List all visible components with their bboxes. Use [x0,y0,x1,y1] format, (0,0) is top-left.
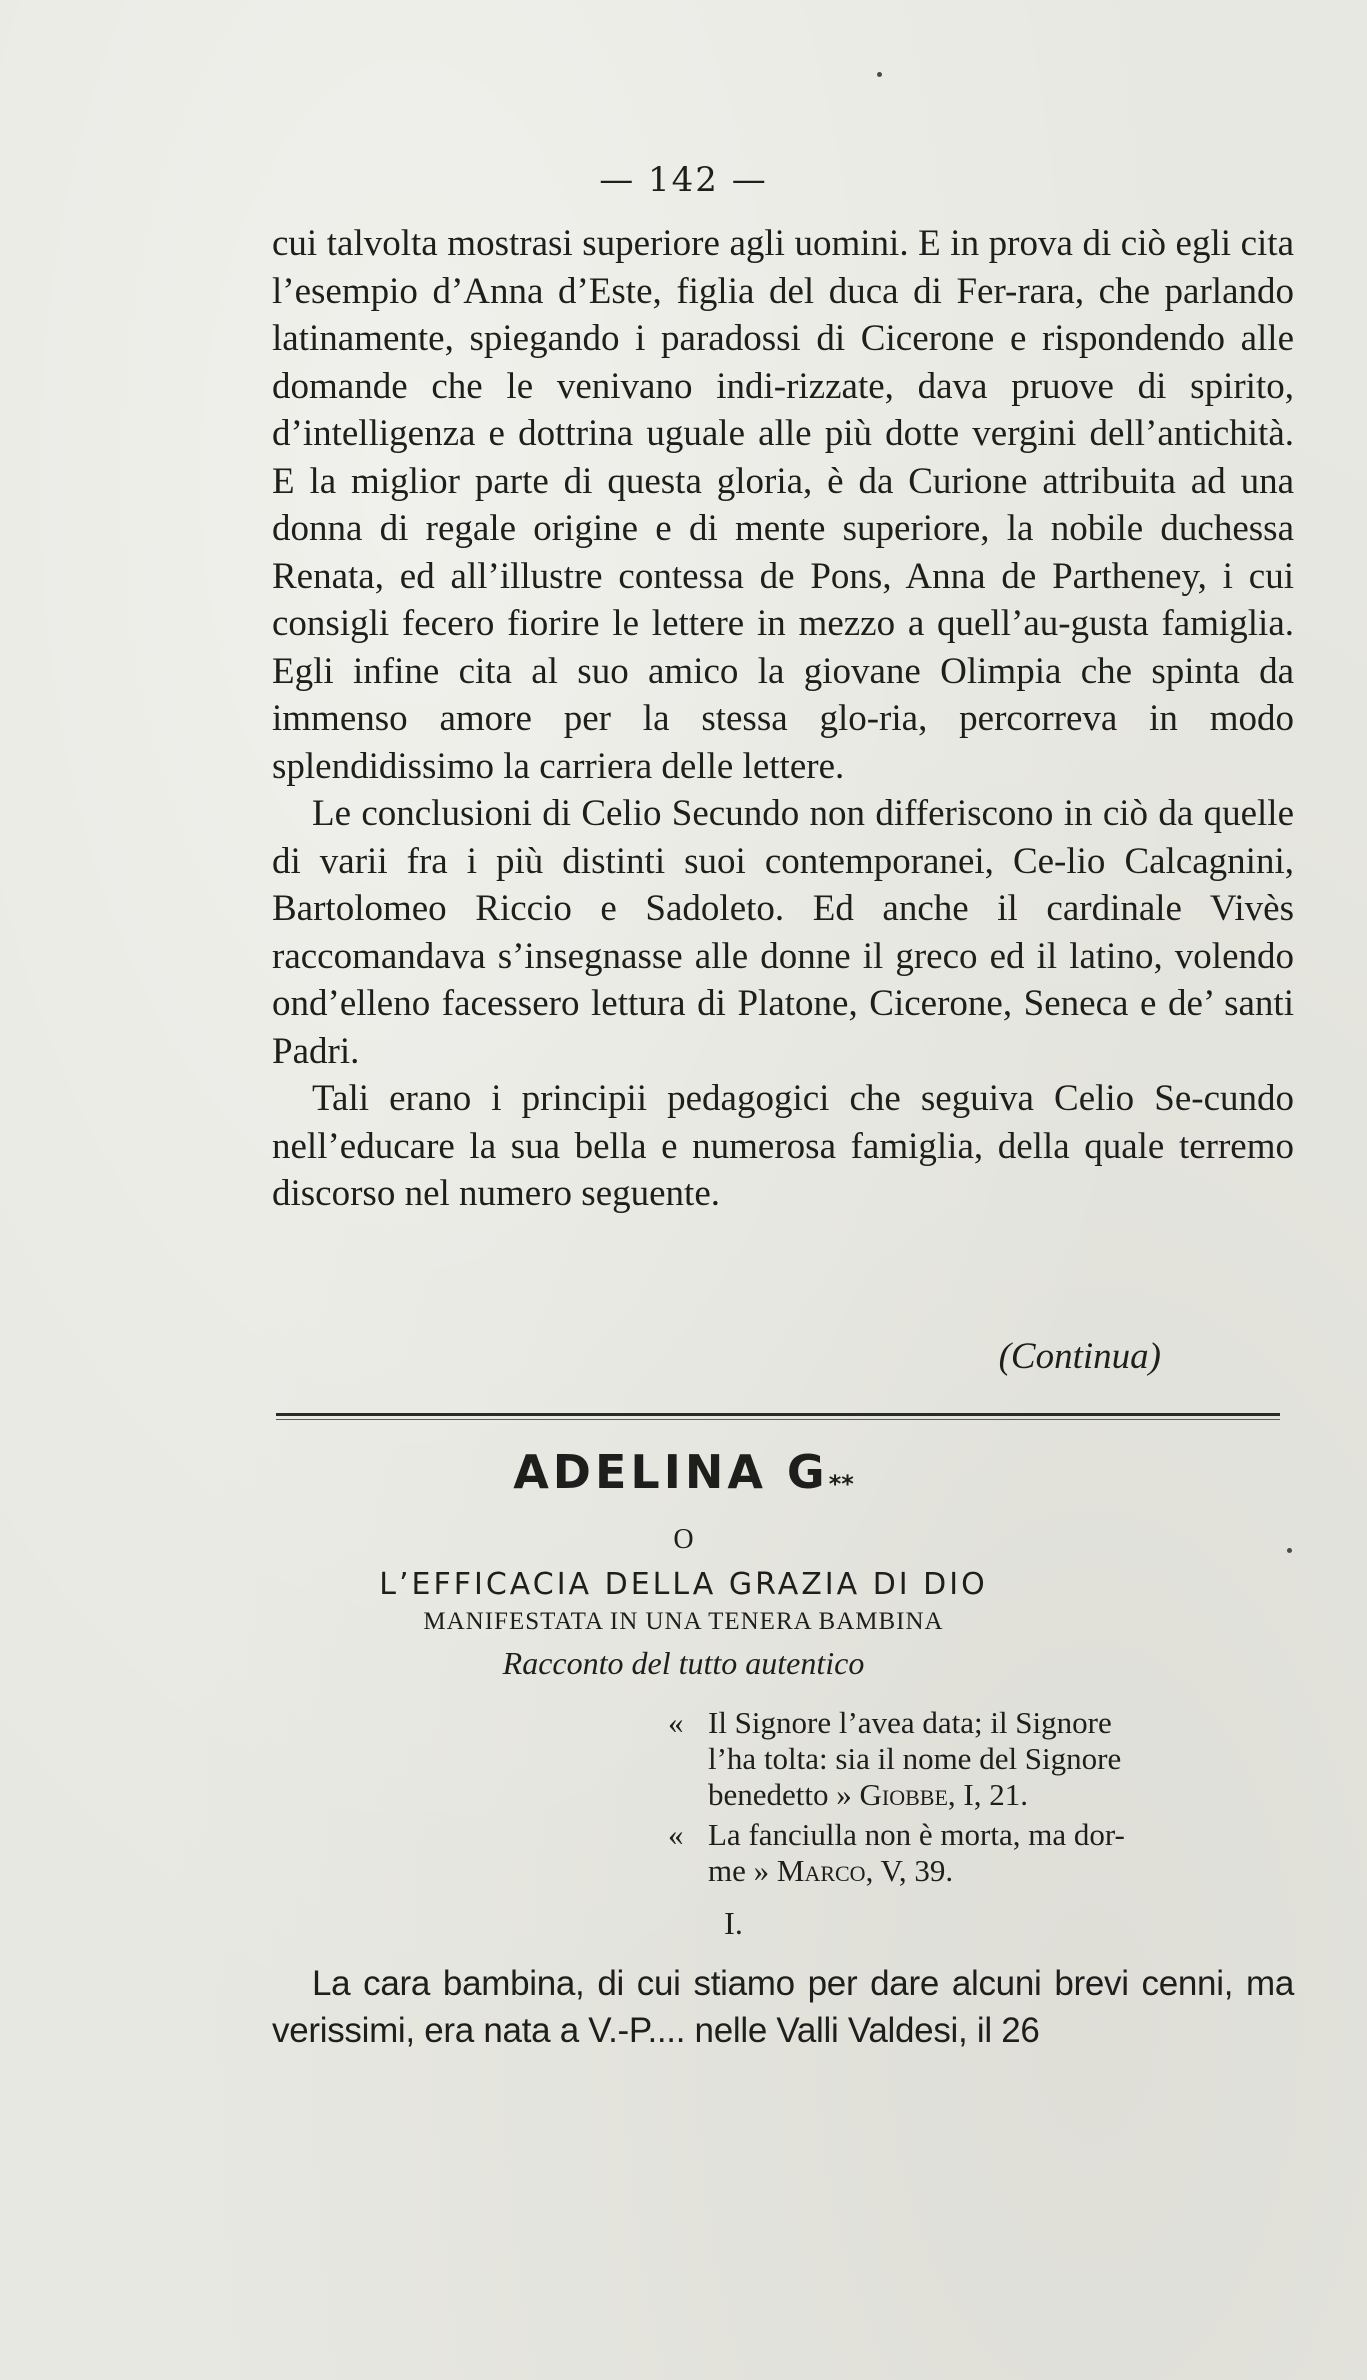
epigraph-quote-mark: « [668,1817,684,1852]
story-title [0,1445,1367,1499]
story-paragraph-1: La cara bambina, di cui stiamo per dare alcuni brevi cenni, ma verissimi, era nata a V.-P.... nelle Valli Valdesi, il 26 [272,1964,1294,2050]
epigraph-giobbe [668,1705,1268,1813]
title-connector: O [673,1524,694,1555]
story-title-text: ADELINA G [513,1445,829,1499]
epigraph-ref-location: , I, 21. [947,1777,1028,1812]
section-number: I. [724,1905,743,1941]
epigraph-line: Il Signore l’avea data; il Signore [708,1705,1112,1740]
epigraph-ref-name: Giobbe [859,1777,948,1812]
paragraph-3: Tali erano i principii pedagogici che seguiva Celio Se-cundo nell’educare la sua bella e numerosa famiglia, della quale terremo discorso nel numero seguente. [272,1078,1294,1214]
story-subtitle-italic: Racconto del tutto autentico [502,1645,865,1681]
epigraph-ref-name: Marco [776,1853,866,1888]
continua-note: (Continua) [998,1336,1161,1377]
page-number: — 142 — [599,160,768,200]
story-body [272,1960,1294,2054]
epigraph-line: l’ha tolta: sia il nome del Signore [708,1741,1122,1776]
story-subtitle-secondary: MANIFESTATA IN UNA TENERA BAMBINA [423,1608,944,1635]
epigraph-line: La fanciulla non è morta, ma dor- [708,1817,1125,1852]
epigraph-line: me » [708,1853,770,1888]
story-title-stars: ** [828,1470,854,1498]
epigraph-quote-mark: « [668,1705,684,1740]
epigraph-marco [668,1817,1268,1889]
story-subtitle: L’EFFICACIA DELLA GRAZIA DI DIO [379,1567,988,1602]
epigraph-line: benedetto » [708,1777,852,1812]
article-body [272,220,1294,1218]
paragraph-1: cui talvolta mostrasi superiore agli uomini. E in prova di ciò egli cita l’esempio d’Anna d’Este, figlia del duca di Fer-rara, che parlando latinamente, spiegando i paradossi di Cicerone e rispondendo alle domande che le venivano indi-rizzate, dava pruove di spirito, d’intelligenza e dottrina uguale alle più dotte vergini dell’antichità. E la miglior parte di questa gloria, è da Curione attribuita ad una donna di regale origine e di mente superiore, la nobile duchessa Renata, ed all’illustre contessa de Pons, Anna de Partheney, i cui consigli fecero fiorire le lettere in mezzo a quell’au-gusta famiglia. Egli infine cita al suo amico la giovane Olimpia che spinta da immenso amore per la stessa glo-ria, percorreva in modo splendidissimo la carriera delle lettere. [272,223,1294,787]
section-divider-thin [276,1419,1280,1420]
epigraph-ref-location: , V, 39. [865,1853,954,1888]
paragraph-2: Le conclusioni di Celio Secundo non differiscono in ciò da quelle di varii fra i più distinti suoi contemporanei, Ce-lio Calcagnini, Bartolomeo Riccio e Sadoleto. Ed anche il cardinale Vivès raccomandava s’insegnasse alle donne il greco ed il latino, volendo ond’elleno facessero lettura di Platone, Cicerone, Seneca e de’ santi Padri. [272,793,1294,1072]
section-divider [276,1413,1280,1416]
paper-speck [1287,1548,1292,1553]
paper-speck [877,72,882,77]
